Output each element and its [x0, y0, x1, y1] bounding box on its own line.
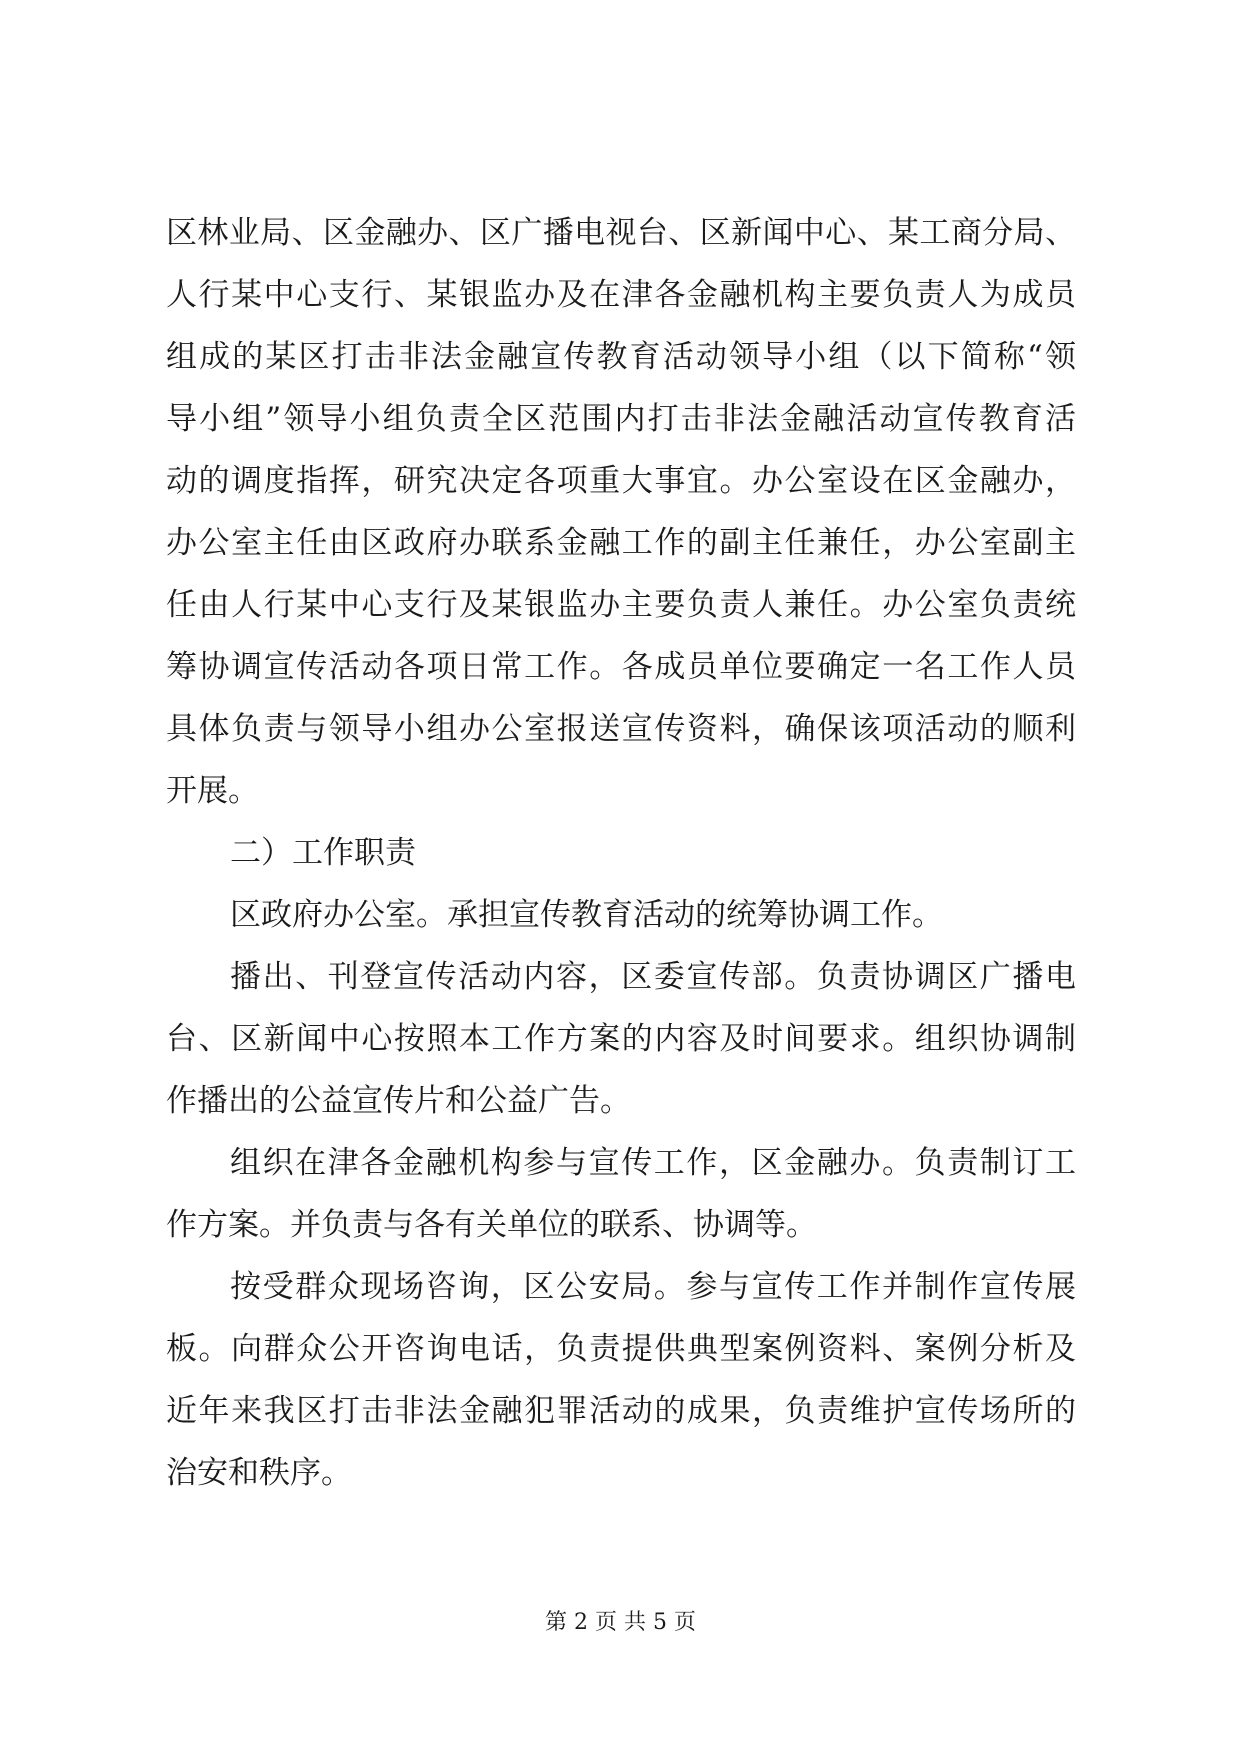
text-line: 筹协调宣传活动各项日常工作。各成员单位要确定一名工作人员	[166, 649, 1076, 685]
text-line: 人行某中心支行、某银监办及在津各金融机构主要负责人为成员	[166, 277, 1076, 313]
text-line: 台、区新闻中心按照本工作方案的内容及时间要求。组织协调制	[166, 1021, 1076, 1057]
text-line: 区林业局、区金融办、区广播电视台、区新闻中心、某工商分局、	[166, 215, 1076, 251]
text-line: 播出、刊登宣传活动内容，区委宣传部。负责协调区广播电	[230, 959, 1076, 995]
text-line: 治安和秩序。	[166, 1455, 352, 1491]
text-line: 动的调度指挥，研究决定各项重大事宜。办公室设在区金融办，	[166, 463, 1076, 499]
text-line: 二）工作职责	[230, 835, 416, 871]
text-line: 组成的某区打击非法金融宣传教育活动领导小组（以下简称“领	[166, 339, 1076, 375]
text-line: 作方案。并负责与各有关单位的联系、协调等。	[166, 1207, 817, 1243]
text-line: 作播出的公益宣传片和公益广告。	[166, 1083, 631, 1119]
text-line: 近年来我区打击非法金融犯罪活动的成果，负责维护宣传场所的	[166, 1393, 1076, 1429]
page-footer: 第 2 页 共 5 页	[545, 1610, 696, 1635]
text-line: 板。向群众公开咨询电话，负责提供典型案例资料、案例分析及	[166, 1331, 1076, 1367]
text-line: 任由人行某中心支行及某银监办主要负责人兼任。办公室负责统	[166, 587, 1076, 623]
document-body	[166, 202, 1076, 1504]
text-line: 区政府办公室。承担宣传教育活动的统筹协调工作。	[230, 897, 943, 933]
text-line: 按受群众现场咨询，区公安局。参与宣传工作并制作宣传展	[230, 1269, 1076, 1305]
text-line: 具体负责与领导小组办公室报送宣传资料，确保该项活动的顺利	[166, 711, 1076, 747]
text-line: 导小组”领导小组负责全区范围内打击非法金融活动宣传教育活	[166, 401, 1076, 437]
text-line: 组织在津各金融机构参与宣传工作，区金融办。负责制订工	[230, 1145, 1076, 1181]
text-line: 开展。	[166, 773, 259, 809]
text-line: 办公室主任由区政府办联系金融工作的副主任兼任，办公室副主	[166, 525, 1076, 561]
